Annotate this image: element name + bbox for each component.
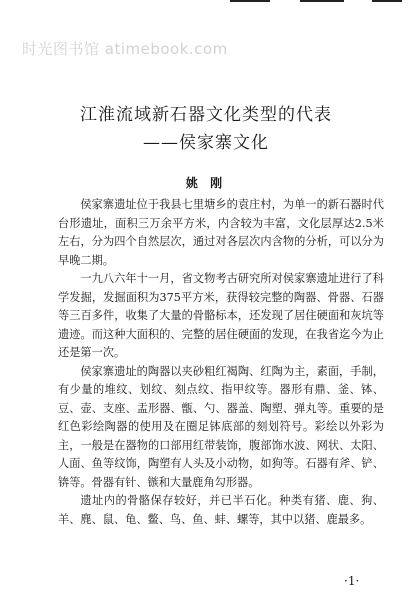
- paragraph: 侯家寨遗址位于我县七里塘乡的袁庄村，为单一的新石器时代台形遗址，面积三万余平方米，内含较为丰富，文化层厚达2.5米左右，分为四个自然层次，通过对各层次内含物的分析，可以分为早晚二期。: [58, 198, 384, 267]
- top-rule-mid: [300, 0, 344, 2]
- watermark: 时光图书馆 atimebook.com: [22, 40, 228, 58]
- top-rule-right: [372, 0, 402, 2]
- paragraph: 一九八六年十一月，省文物考古研究所对侯家寨遗址进行了科学发掘，发掘面积为375平方米，获得较完整的陶器、骨器、石器等三百多件，收集了大量的骨骼标本，还发现了居住硬面和灰坑等遗迹。而这种大面积的、完整的居住硬面的发现，在我省迄今为止还是第一次。: [58, 272, 384, 359]
- paragraph: 侯家寨遗址的陶器以夹砂粗红褐陶、红陶为主，素面，手制，有少量的堆纹、划纹、刻点纹、指甲纹等。器形有鼎、釜、钵、豆、壶、支座、盂形器、甑、勺、器盖、陶塑、弹丸等。重要的是红色彩绘陶器的使用及在圈足钵底部的刻划符号。彩绘以外彩为主，一般是在器物的口部用红带装饰，腹部饰水波、网状、太阳、人面、鱼等纹饰，陶塑有人头及小动物，如狗等。石器有斧、铲、锛等。骨器有针、镞和大量鹿角勾形器。: [58, 364, 384, 489]
- article-subtitle: ——侯家寨文化: [143, 133, 269, 153]
- page-number: ·1·: [344, 574, 360, 588]
- author-name: 姚 刚: [185, 176, 227, 190]
- top-rule-left: [230, 0, 270, 2]
- article-body: [58, 196, 384, 529]
- article-title: 江淮流域新石器文化类型的代表: [80, 105, 332, 125]
- paragraph: 遗址内的骨骼保存较好，并已半石化。种类有猪、鹿、狗、羊、麂、鼠、龟、鳖、鸟、鱼、蚌、螺等，其中以猪、鹿最多。: [58, 494, 384, 526]
